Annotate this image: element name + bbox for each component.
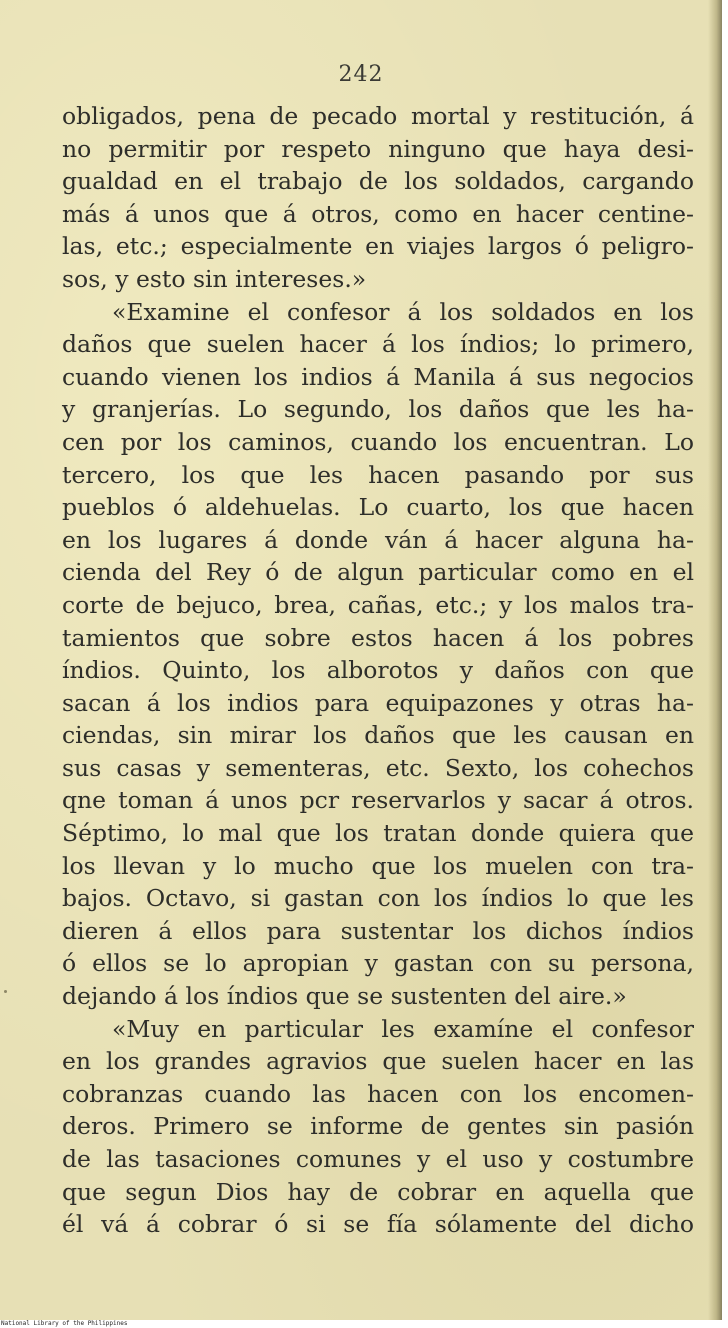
- text-line: más á unos que á otros, como en hacer centine-: [62, 199, 694, 228]
- body-text: [62, 100, 694, 1241]
- text-line: daños que suelen hacer á los índios; lo primero,: [62, 330, 694, 359]
- text-line: ó ellos se lo apropian y gastan con su persona,: [62, 949, 694, 978]
- text-line: corte de bejuco, brea, cañas, etc.; y los malos tra-: [62, 590, 694, 619]
- text-line: no permitir por respeto ninguno que haya desi-: [62, 134, 694, 163]
- text-line: sacan á los indios para equipazones y otras ha-: [62, 688, 694, 717]
- text-line: tamientos que sobre estos hacen á los pobres: [62, 623, 694, 652]
- text-line: deros. Primero se informe de gentes sin pasión: [62, 1112, 694, 1141]
- text-line: que segun Dios hay de cobrar en aquella que: [62, 1177, 694, 1206]
- text-line: gualdad en el trabajo de los soldados, cargando: [62, 167, 694, 196]
- text-line: las, etc.; especialmente en viajes largos ó peligro-: [62, 232, 694, 261]
- library-credit: National Library of the Philippines: [1, 1320, 128, 1327]
- text-line: ciendas, sin mirar los daños que les causan en: [62, 721, 694, 750]
- text-line: y granjerías. Lo segundo, los daños que les ha-: [62, 395, 694, 424]
- text-line: «Muy en particular les examíne el confesor: [112, 1014, 694, 1043]
- text-line: «Examine el confesor á los soldados en los: [112, 297, 694, 326]
- text-line: obligados, pena de pecado mortal y restitución, á: [62, 102, 694, 130]
- text-line: en los grandes agravios que suelen hacer en las: [62, 1047, 694, 1076]
- text-line: dieren á ellos para sustentar los dichos índios: [62, 916, 694, 945]
- text-line: cen por los caminos, cuando los encuentran. Lo: [62, 427, 694, 456]
- text-line: cienda del Rey ó de algun particular como en el: [62, 558, 694, 587]
- text-line: Séptimo, lo mal que los tratan donde quiera que: [62, 819, 694, 848]
- margin-speck: [4, 990, 7, 993]
- text-line: de las tasaciones comunes y el uso y costumbre: [62, 1145, 694, 1173]
- text-line: índios. Quinto, los alborotos y daños con que: [62, 656, 694, 685]
- text-line: sos, y esto sin intereses.»: [62, 264, 367, 293]
- page-number: 242: [338, 62, 384, 87]
- text-line: cuando vienen los indios á Manila á sus negocios: [62, 362, 694, 391]
- text-line: tercero, los que les hacen pasando por sus: [62, 460, 694, 489]
- text-line: dejando á los índios que se sustenten del aire.»: [62, 982, 627, 1011]
- page-edge-shadow: [708, 0, 722, 1320]
- text-line: qne toman á unos pcr reservarlos y sacar á otros.: [62, 786, 694, 815]
- text-line: bajos. Octavo, si gastan con los índios lo que les: [62, 884, 694, 913]
- text-line: en los lugares á donde ván á hacer alguna ha-: [62, 525, 694, 554]
- text-line: cobranzas cuando las hacen con los encomen-: [62, 1079, 694, 1108]
- text-line: los llevan y lo mucho que los muelen con tra-: [62, 851, 694, 880]
- text-line: sus casas y sementeras, etc. Sexto, los cohechos: [62, 753, 694, 782]
- text-line: pueblos ó aldehuelas. Lo cuarto, los que hacen: [62, 493, 694, 522]
- text-line: él vá á cobrar ó si se fía sólamente del dicho: [62, 1210, 694, 1239]
